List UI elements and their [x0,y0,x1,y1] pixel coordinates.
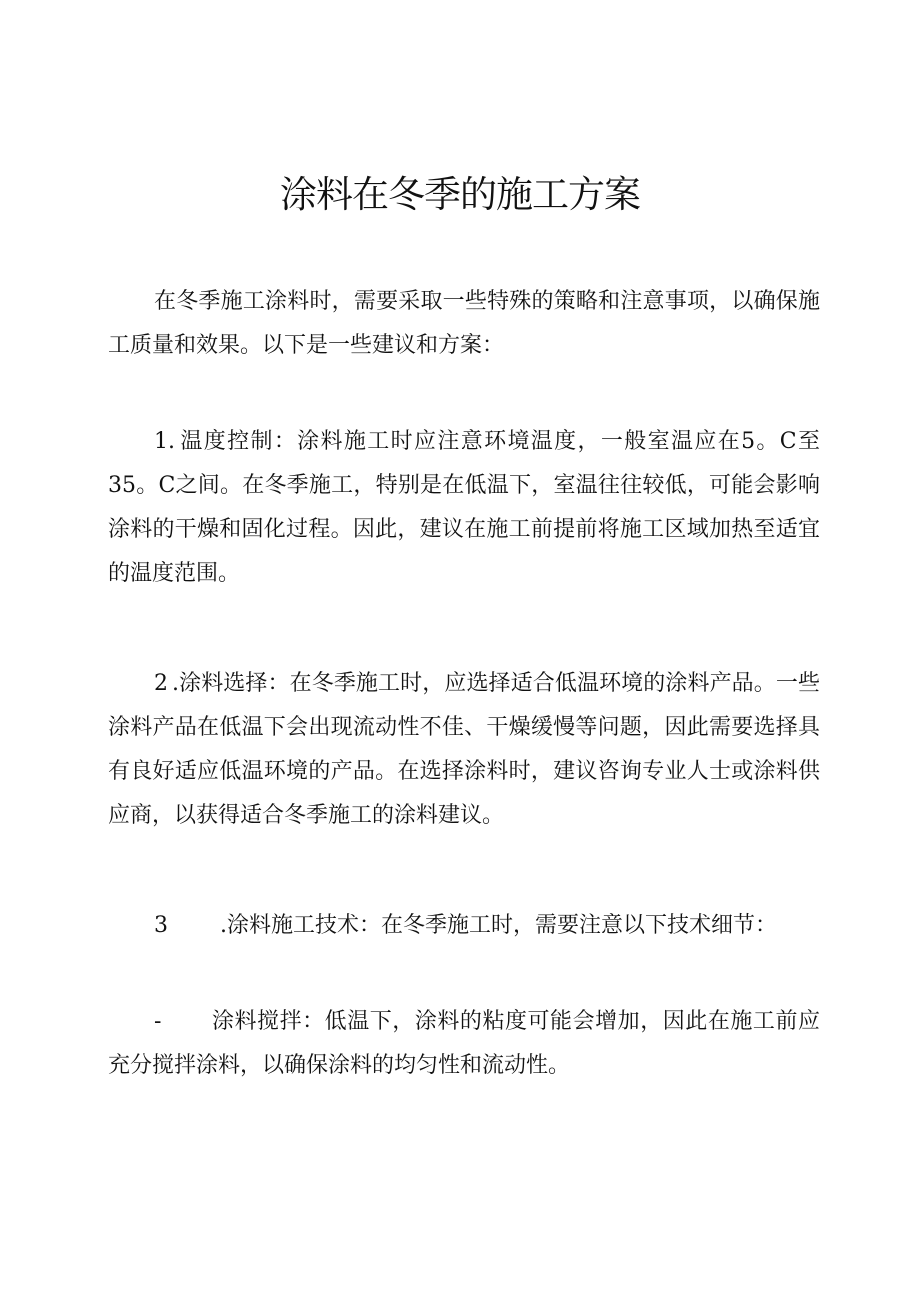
section-1-paragraph [108,420,820,596]
section-1-text: 温度控制：涂料施工时应注意环境温度，一般室温应在5。C至35。C之间。在冬季施工，特别是在低温下，室温往往较低，可能会影响涂料的干燥和固化过程。因此，建议在施工前提前将施工区域加热至适宜的温度范围。 [108,429,820,586]
document-title: 涂料在冬季的施工方案 [280,173,640,216]
section-2-number: 2 [154,671,168,696]
section-1-number: 1. [154,429,175,454]
bullet-paragraph [108,1000,820,1088]
section-2-paragraph [108,662,820,838]
bullet-text: 涂料搅拌：低温下，涂料的粘度可能会增加，因此在施工前应充分搅拌涂料，以确保涂料的均匀性和流动性。 [108,1009,820,1078]
bullet-marker: - [154,1009,162,1034]
section-3-paragraph [108,904,820,948]
intro-paragraph: 在冬季施工涂料时，需要采取一些特殊的策略和注意事项，以确保施工质量和效果。以下是一些建议和方案： [108,289,820,358]
section-3-number: 3 [154,913,168,938]
section-3-text: .涂料施工技术：在冬季施工时，需要注意以下技术细节： [220,913,777,938]
section-2-text: .涂料选择：在冬季施工时，应选择适合低温环境的涂料产品。一些涂料产品在低温下会出现流动性不佳、干燥缓慢等问题，因此需要选择具有良好适应低温环境的产品。在选择涂料时，建议咨询专业人士或涂料供应商，以获得适合冬季施工的涂料建议。 [108,671,820,828]
